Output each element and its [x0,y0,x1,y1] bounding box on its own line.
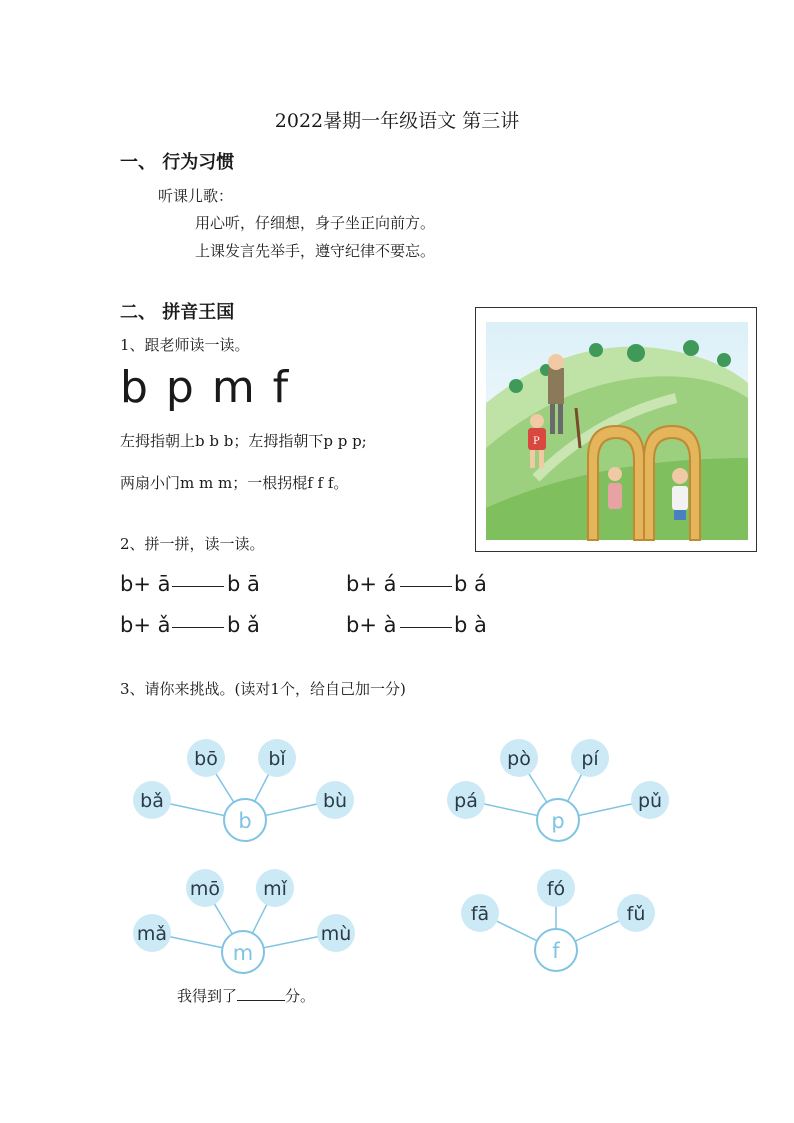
syllable-leaf: mǐ [263,878,287,900]
rhyme-line-1: 用心听，仔细想，身子坐正向前方。 [195,214,436,232]
spell-result-4: b à [454,613,487,637]
syllable-leaf: bǎ [140,790,164,812]
initial-center: p [551,809,565,833]
score-prefix: 我得到了 [177,987,238,1005]
initial-center: f [552,939,560,963]
spell-result-3: b ǎ [227,613,260,637]
section2-heading: 二、 拼音王国 [120,302,235,323]
syllable-leaf: fó [546,878,566,900]
mnemonic-line-1: 左拇指朝上b b b；左拇指朝下p p p; [120,432,367,450]
syllable-leaf: fā [470,903,490,925]
diagram-f [461,869,655,971]
syllable-leaf: fǔ [626,903,646,925]
score-line [177,985,315,1006]
spell-left-2: b+ á [346,572,397,596]
mnemonic-line-2: 两扇小门m m m；一根拐棍f f f。 [120,474,349,492]
diagram-m [133,869,355,973]
diagram-p [447,739,669,841]
spell-left-1: b+ ā [120,572,171,596]
diagram-b [133,739,354,841]
svg-text:P: P [533,436,540,447]
syllable-leaf: bō [194,748,218,770]
initial-center: b [238,809,252,833]
syllable-leaf: pò [507,748,531,770]
syllable-leaf: bù [322,790,348,812]
initials-letters: b p m f [120,362,291,413]
question-2: 2、拼一拼，读一读。 [120,535,265,553]
syllable-leaf: mù [320,923,352,945]
question-3: 3、请你来挑战。(读对1个，给自己加一分) [120,680,406,698]
spell-result-2: b á [454,572,487,596]
score-suffix: 分。 [285,987,316,1005]
rhyme-subtitle: 听课儿歌： [158,187,234,205]
initial-center: m [232,941,254,965]
syllable-leaf: pǔ [637,790,663,812]
syllable-leaf: bǐ [268,748,286,770]
spell-left-4: b+ à [346,613,397,637]
syllable-leaf: pá [454,790,478,812]
spell-result-1: b ā [227,572,260,596]
section1-heading: 一、 行为习惯 [120,152,235,173]
rhyme-line-2: 上课发言先举手，遵守纪律不要忘。 [195,242,436,260]
page-title: 2022暑期一年级语文 第三讲 [274,110,520,132]
syllable-leaf: pí [581,748,599,770]
question-1: 1、跟老师读一读。 [120,336,250,354]
syllable-leaf: mō [189,878,221,900]
syllable-leaf: mǎ [136,923,168,945]
spell-left-3: b+ ǎ [120,613,171,637]
score-blank[interactable] [237,986,285,1001]
